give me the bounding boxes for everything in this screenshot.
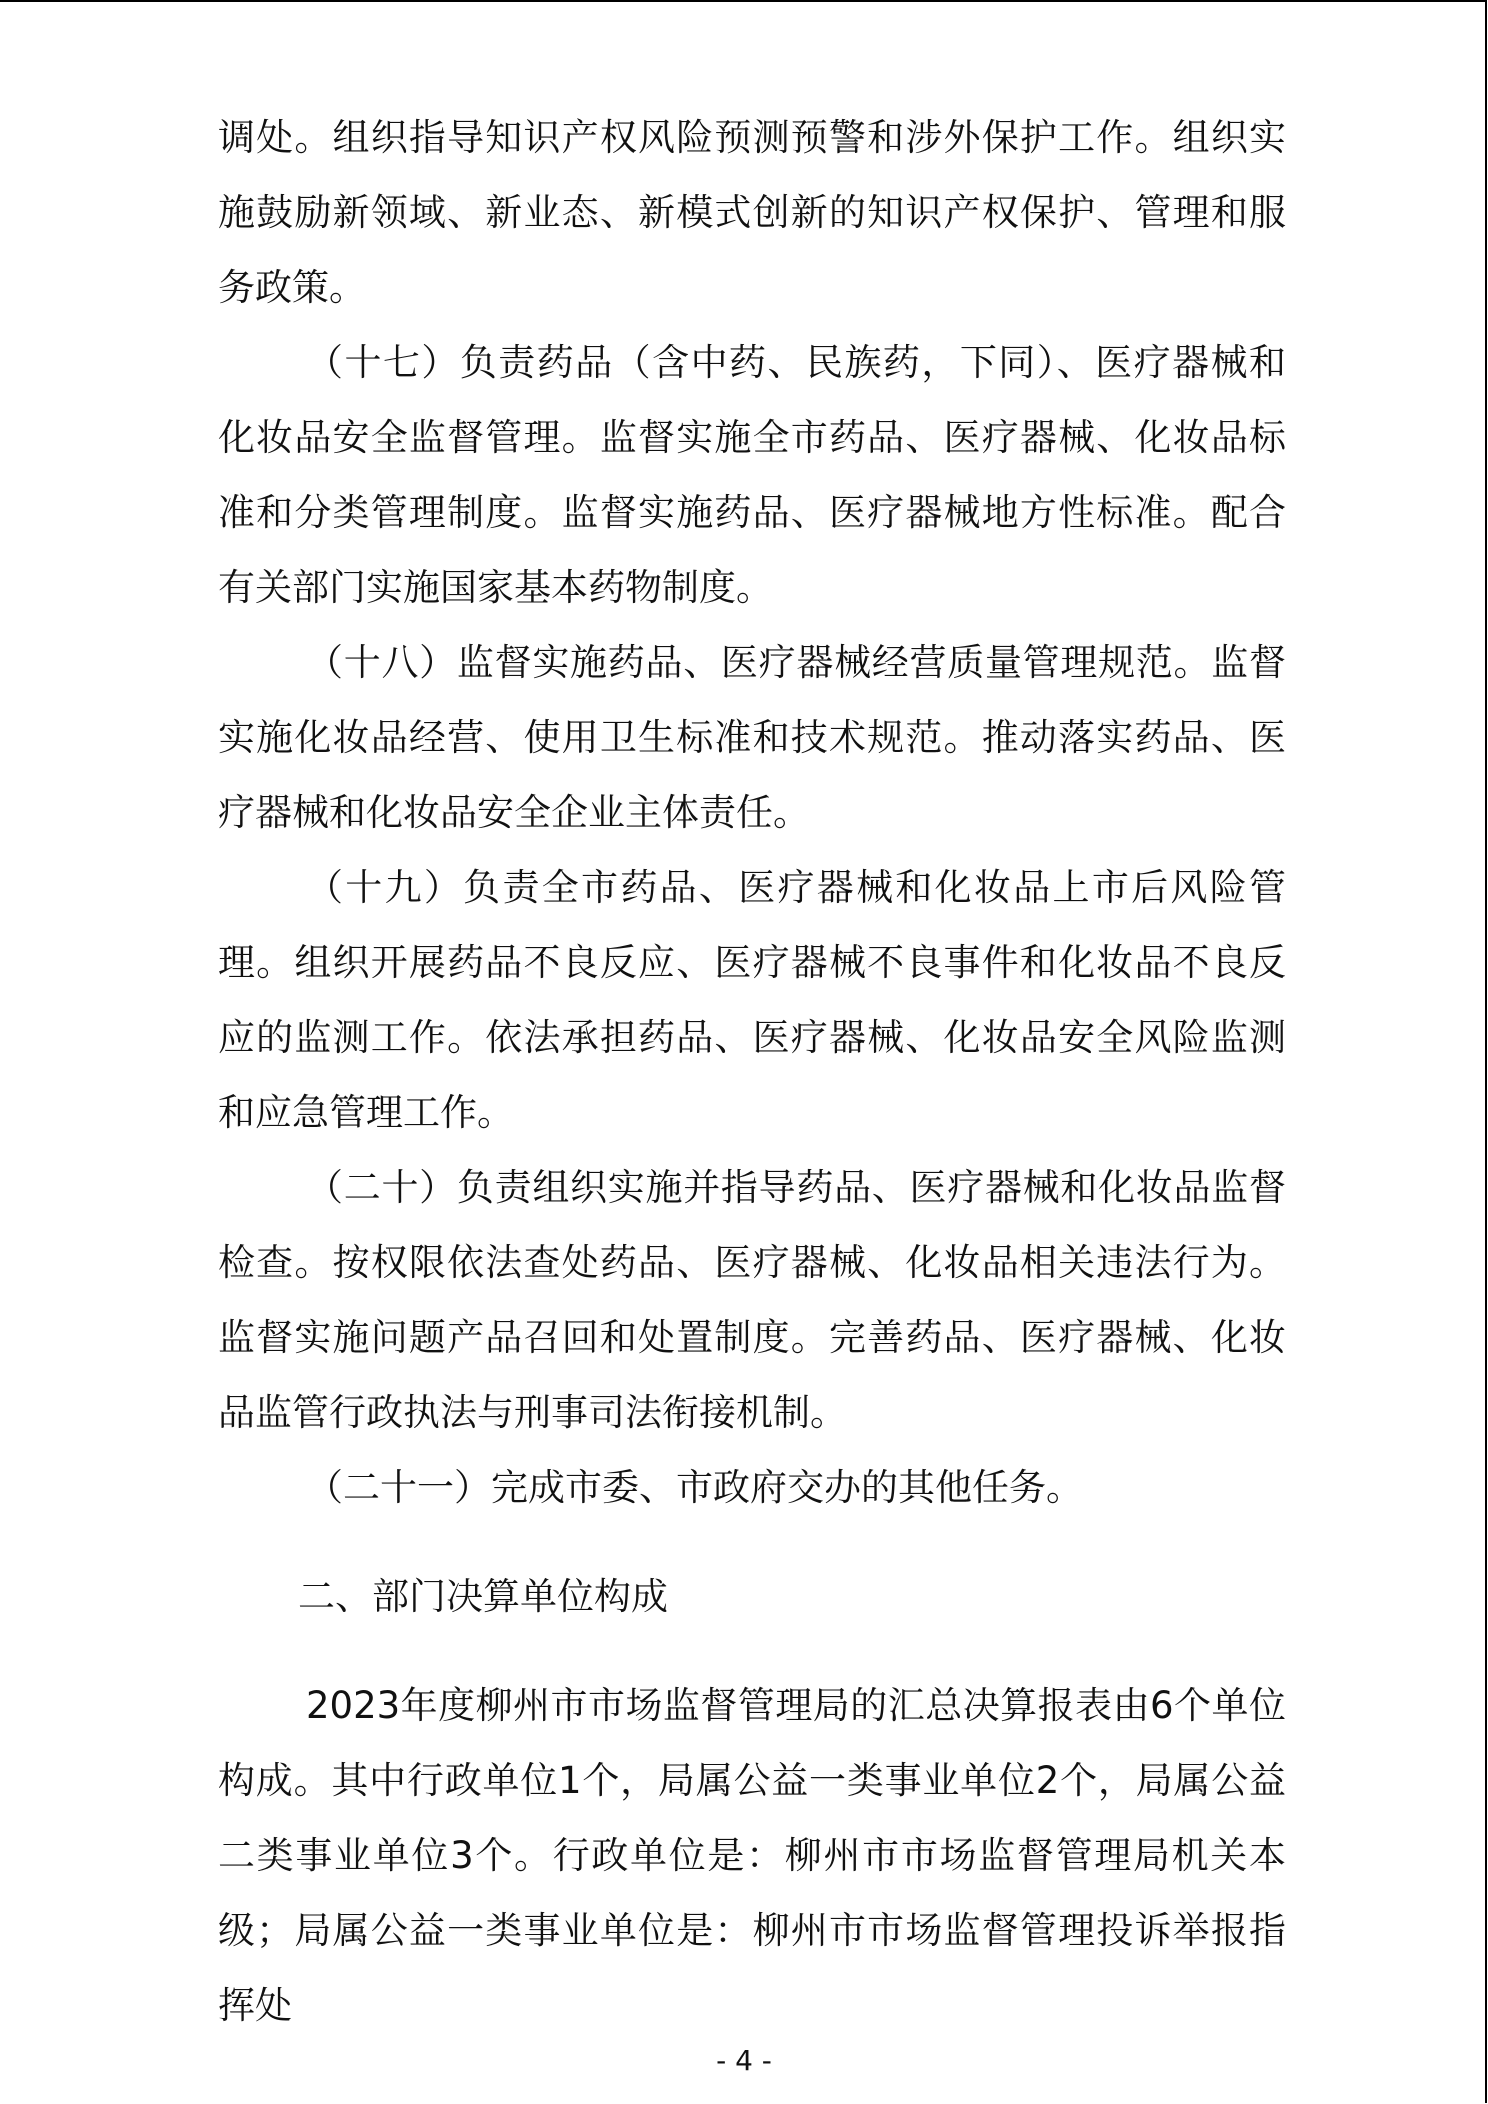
paragraph-20: （二十）负责组织实施并指导药品、医疗器械和化妆品监督检查。按权限依法查处药品、医疗器械、化妆品相关违法行为。监督实施问题产品召回和处置制度。完善药品、医疗器械、化妆品监管行政执法与刑事司法衔接机制。 (218, 1166, 1286, 1434)
section-heading: 二、部门决算单位构成 (298, 1575, 668, 1618)
paragraph-16-continued: 调处。组织指导知识产权风险预测预警和涉外保护工作。组织实施鼓励新领域、新业态、新模式创新的知识产权保护、管理和服务政策。 (218, 116, 1286, 309)
page-number: - 4 - (716, 2044, 772, 2077)
paragraph-19: （十九）负责全市药品、医疗器械和化妆品上市后风险管理。组织开展药品不良反应、医疗器械不良事件和化妆品不良反应的监测工作。依法承担药品、医疗器械、化妆品安全风险监测和应急管理工作。 (218, 866, 1286, 1134)
paragraph-21: （二十一）完成市委、市政府交办的其他任务。 (306, 1466, 1083, 1509)
paragraph-18: （十八）监督实施药品、医疗器械经营质量管理规范。监督实施化妆品经营、使用卫生标准和技术规范。推动落实药品、医疗器械和化妆品安全企业主体责任。 (218, 641, 1286, 834)
section-paragraph: 2023年度柳州市市场监督管理局的汇总决算报表由6个单位构成。其中行政单位1个，局属公益一类事业单位2个，局属公益二类事业单位3个。行政单位是：柳州市市场监督管理局机关本级；局属公益一类事业单位是：柳州市市场监督管理投诉举报指挥处 (218, 1684, 1286, 2027)
document-body (218, 100, 1286, 2043)
paragraph-17: （十七）负责药品（含中药、民族药，下同）、医疗器械和化妆品安全监督管理。监督实施全市药品、医疗器械、化妆品标准和分类管理制度。监督实施药品、医疗器械地方性标准。配合有关部门实施国家基本药物制度。 (218, 341, 1286, 609)
